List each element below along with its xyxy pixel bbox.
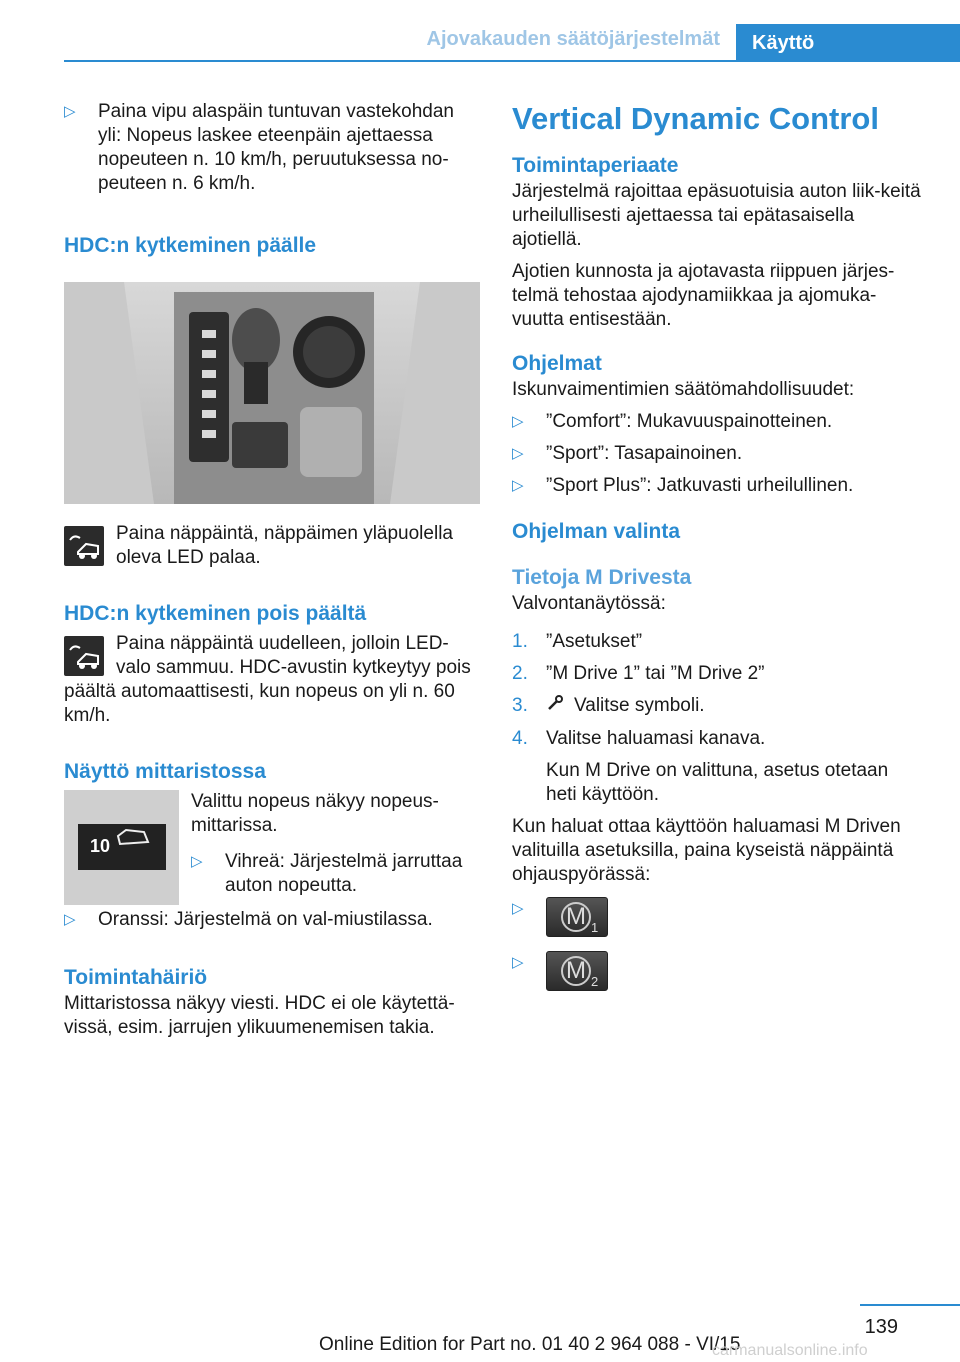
fault-text: Mittaristossa näkyy viesti. HDC ei ole käytettä‐vissä, esim. jarrujen ylikuumenemisen takia. [64,993,455,1038]
triangle-bullet-icon: ▷ [512,477,524,494]
watermark: carmanualsonline.info [712,1342,868,1359]
m1-steering-button-icon [546,897,608,937]
heading-programs: Ohjelmat [512,352,602,375]
triangle-bullet-icon: ▷ [191,853,203,870]
center-console-photo [64,282,480,504]
list-item [512,474,922,498]
speedometer-display-image [64,790,179,905]
heading-program-select: Ohjelman valinta [512,520,681,543]
page-number: 139 [864,1316,898,1338]
list-item [512,630,922,654]
display-speed-value: 10 [90,836,111,856]
header-section-title: Ajovakauden säätöjärjestelmät [426,28,720,50]
heading-fault: Toimintahäiriö [64,966,208,989]
heading-mdrive: Tietoja M Drivesta [512,566,692,589]
bullet-text: Paina vipu alaspäin tuntuvan vastekohdan yli: Nopeus laskee eteenpäin ajettaessa nopeuteen n. 10 km/h, peruutuksessa no‐peuteen n. 6 km/h. [98,101,454,194]
triangle-bullet-icon: ▷ [64,911,76,928]
section-title: Vertical Dynamic Control [512,101,879,136]
list-item [512,442,922,466]
triangle-bullet-icon: ▷ [512,954,524,971]
list-item [512,410,922,434]
m-subscript: 1 [591,920,599,935]
right-column [512,100,922,991]
step-number: 3. [512,695,528,716]
wrench-icon [546,694,568,719]
m-subscript: 2 [591,974,599,989]
bullet-text: Oranssi: Järjestelmä on val‐miustilassa. [98,909,433,930]
heading-hdc-off: HDC:n kytkeminen pois päältä [64,602,367,625]
step-text: Valitse haluamasi kanava. [546,728,766,749]
step-text: ”M Drive 1” tai ”M Drive 2” [546,663,765,684]
triangle-bullet-icon: ▷ [512,900,524,917]
list-item [512,662,922,686]
hdc-button-icon [64,526,104,566]
list-item [512,694,922,719]
program-text: ”Sport”: Tasapainoinen. [546,443,743,464]
m-letter: M [561,902,591,932]
hdc-on-text: Paina näppäintä, näppäimen yläpuolella oleva LED palaa. [116,523,453,568]
list-item [512,897,922,937]
step-4-note: Kun M Drive on valittuna, asetus otetaan heti käyttöön. [546,760,889,805]
m2-steering-button-icon [546,951,608,991]
list-item [191,850,480,898]
step-number: 4. [512,728,528,749]
step-note [512,759,922,807]
list-item [64,908,480,932]
triangle-bullet-icon: ▷ [512,413,524,430]
edition-text: Online Edition for Part no. 01 40 2 964 088 - VI/15 [319,1334,741,1355]
display-text: Valittu nopeus näkyy nopeus‐mittarissa. [191,791,439,836]
list-item [512,727,922,751]
bullet-text: Vihreä: Järjestelmä jarruttaa auton nopeutta. [225,851,463,896]
step-number: 1. [512,631,528,652]
hdc-off-instruction [64,632,480,728]
triangle-bullet-icon: ▷ [512,445,524,462]
hdc-button-icon [64,636,104,676]
page-header [64,24,960,62]
heading-hdc-on: HDC:n kytkeminen päälle [64,234,317,257]
heading-principle: Toimintaperiaate [512,154,679,177]
step-text: ”Asetukset” [546,631,643,652]
hdc-off-text: Paina näppäintä uudelleen, jolloin LED-valo sammuu. HDC-avustin kytkeytyy pois päältä automaattisesti, kun nopeus on yli n. 60 km/h. [64,633,471,726]
list-item [64,100,480,196]
program-text: ”Sport Plus”: Jatkuvasti urheilullinen. [546,475,854,496]
display-section [64,790,480,932]
program-text: ”Comfort”: Mukavuuspainotteinen. [546,411,833,432]
header-chapter-tab: Käyttö [736,24,960,62]
programs-intro: Iskunvaimentimien säätömahdollisuudet: [512,379,855,400]
m-letter: M [561,956,591,986]
hdc-on-instruction [64,522,480,570]
principle-paragraph-1: Järjestelmä rajoittaa epäsuotuisia auton liik‐keitä urheilullisesti ajettaessa tai epätasaisella ajotiellä. [512,181,921,250]
final-instruction: Kun haluat ottaa käyttöön haluamasi M Driven valituilla asetuksilla, paina kyseistä näppäintä ohjauspyörässä: [512,816,901,885]
list-item [512,951,922,991]
step-number: 2. [512,663,528,684]
footer-rule [860,1304,960,1306]
step-text: Valitse symboli. [574,695,705,716]
heading-display: Näyttö mittaristossa [64,760,266,783]
left-column [64,100,480,1040]
triangle-bullet-icon: ▷ [64,103,76,120]
principle-paragraph-2: Ajotien kunnosta ja ajotavasta riippuen järjes‐telmä tehostaa ajodynamiikkaa ja ajomuka‐vuutta entisestään. [512,261,895,330]
header-rule [64,60,960,62]
mdrive-intro: Valvontanäytössä: [512,593,666,614]
